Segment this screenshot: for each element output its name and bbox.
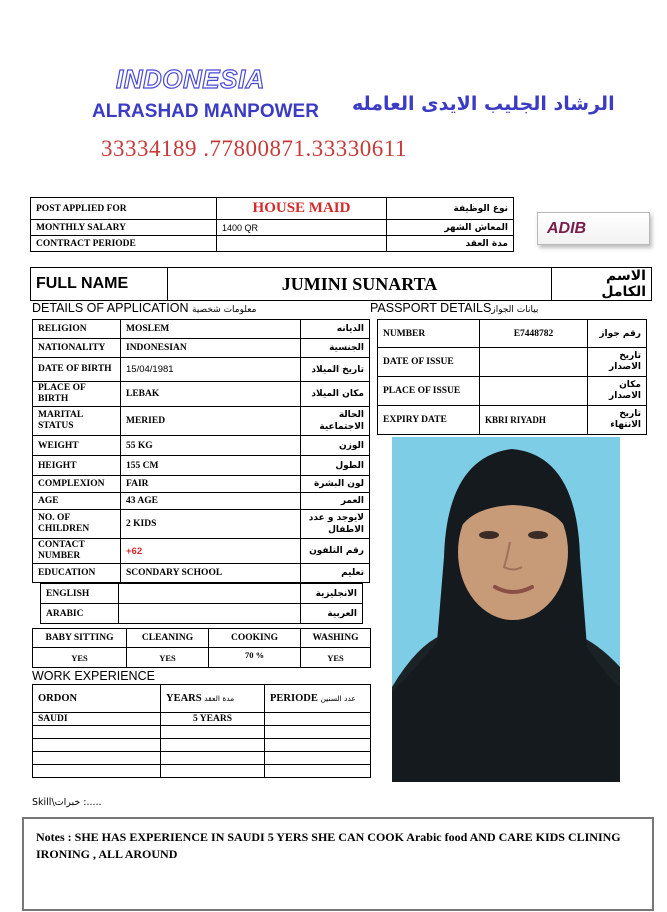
- work-col-country: ORDON: [33, 685, 161, 713]
- job-table: [30, 197, 514, 252]
- passport-label: PLACE OF ISSUE: [378, 377, 480, 406]
- details-heading: [32, 301, 256, 315]
- skill-header: BABY SITTING: [33, 629, 127, 648]
- passport-label-ar: تاريخ الانتهاء: [588, 406, 647, 435]
- post-label: POST APPLIED FOR: [31, 198, 217, 220]
- language-level: [119, 584, 301, 604]
- work-experience-heading: WORK EXPERIENCE: [32, 669, 155, 683]
- detail-value: +62: [121, 539, 301, 564]
- passport-label: DATE OF ISSUE: [378, 348, 480, 377]
- phone-numbers: 33334189 .77800871.33330611: [101, 136, 407, 161]
- passport-label: NUMBER: [378, 320, 480, 348]
- details-table: [32, 319, 370, 583]
- detail-label-ar: العمر: [301, 493, 370, 510]
- passport-label-ar: تاريخ الاصدار: [588, 348, 647, 377]
- language-label-ar: العربية: [301, 604, 363, 624]
- full-name-label: FULL NAME: [31, 268, 168, 301]
- language-level: [119, 604, 301, 624]
- company-name-arabic: الرشاد الجليب الايدى العامله: [352, 93, 615, 115]
- post-label-ar: نوع الوظيفة: [387, 198, 514, 220]
- contract-label-ar: مدة العقد: [387, 236, 514, 252]
- work-period: [265, 713, 371, 726]
- detail-label: HEIGHT: [33, 456, 121, 476]
- work-col-years-ar: مدة العقد: [204, 694, 235, 703]
- detail-value: 155 CM: [121, 456, 301, 476]
- language-label: ENGLISH: [41, 584, 119, 604]
- salary-label-ar: المعاش الشهر: [387, 220, 514, 236]
- post-value: HOUSE MAID: [217, 198, 387, 220]
- work-period: [265, 765, 371, 778]
- skill-header: CLEANING: [127, 629, 209, 648]
- detail-label-ar: لون البشرة: [301, 476, 370, 493]
- language-label: ARABIC: [41, 604, 119, 624]
- detail-label: COMPLEXION: [33, 476, 121, 493]
- detail-label-ar: تعليم: [301, 564, 370, 583]
- work-country: [33, 726, 161, 739]
- skill-header: WASHING: [301, 629, 371, 648]
- passport-table: [377, 319, 647, 435]
- work-years: [161, 752, 265, 765]
- full-name-label-ar: الاسم الكامل: [552, 268, 652, 301]
- detail-value: 43 AGE: [121, 493, 301, 510]
- agent-badge-label: ADIB: [547, 220, 587, 237]
- languages-table: [40, 583, 363, 624]
- detail-label-ar: الحالة الاجتماعية: [301, 407, 370, 436]
- full-name-value: JUMINI SUNARTA: [168, 268, 552, 301]
- company-name: ALRASHAD MANPOWER: [92, 101, 319, 122]
- detail-value: LEBAK: [121, 382, 301, 407]
- detail-label: WEIGHT: [33, 436, 121, 456]
- detail-value: 15/04/1981: [121, 358, 301, 382]
- work-period: [265, 752, 371, 765]
- detail-value: MOSLEM: [121, 320, 301, 339]
- work-period: [265, 739, 371, 752]
- detail-value: 55 KG: [121, 436, 301, 456]
- passport-value: [480, 377, 588, 406]
- detail-label: PLACE OF BIRTH: [33, 382, 121, 407]
- work-country: [33, 739, 161, 752]
- salary-label: MONTHLY SALARY: [31, 220, 217, 236]
- skill-header: COOKING: [209, 629, 301, 648]
- detail-label-ar: تاريخ الميلاد: [301, 358, 370, 382]
- detail-label: EDUCATION: [33, 564, 121, 583]
- skills-table: [32, 628, 371, 668]
- detail-label-ar: الجنسية: [301, 339, 370, 358]
- detail-value: SCONDARY SCHOOL: [121, 564, 301, 583]
- passport-heading: [370, 301, 538, 315]
- agent-badge: [537, 212, 650, 245]
- skill-line: Skill\خبرات :.....: [32, 797, 102, 808]
- full-name-table: [30, 267, 652, 301]
- applicant-photo: [392, 437, 620, 782]
- work-country: SAUDI: [33, 713, 161, 726]
- language-label-ar: الانجليزية: [301, 584, 363, 604]
- detail-label: AGE: [33, 493, 121, 510]
- detail-label: DATE OF BIRTH: [33, 358, 121, 382]
- work-country: [33, 765, 161, 778]
- work-col-period-label: PERIODE: [270, 692, 318, 704]
- country-title: INDONESIA: [116, 64, 265, 94]
- detail-value: FAIR: [121, 476, 301, 493]
- salary-value: 1400 QR: [217, 220, 387, 236]
- applicant-photo-illustration: [392, 437, 620, 782]
- detail-label-ar: رقم التلفون: [301, 539, 370, 564]
- work-period: [265, 726, 371, 739]
- details-heading-text: DETAILS OF APPLICATION: [32, 301, 189, 315]
- work-col-years: [161, 685, 265, 713]
- passport-value: KBRI RIYADH: [480, 406, 588, 435]
- passport-value: E7448782: [480, 320, 588, 348]
- skill-value: 70 %: [209, 648, 301, 668]
- skill-value: YES: [301, 648, 371, 668]
- passport-heading-text: PASSPORT DETAILS: [370, 301, 492, 315]
- detail-value: 2 KIDS: [121, 510, 301, 539]
- work-experience-table: [32, 684, 371, 778]
- detail-label: NATIONALITY: [33, 339, 121, 358]
- detail-label-ar: الطول: [301, 456, 370, 476]
- detail-label-ar: الديانه: [301, 320, 370, 339]
- work-years: [161, 739, 265, 752]
- work-col-period-ar: عدد السنين: [320, 693, 356, 703]
- detail-label: CONTACT NUMBER: [33, 539, 121, 564]
- passport-label: EXPIRY DATE: [378, 406, 480, 435]
- detail-label-ar: الوزن: [301, 436, 370, 456]
- passport-heading-ar: بيانات الجواز: [491, 305, 539, 315]
- detail-value: MERIED: [121, 407, 301, 436]
- detail-value: INDONESIAN: [121, 339, 301, 358]
- detail-label: NO. OF CHILDREN: [33, 510, 121, 539]
- passport-label-ar: رقم جواز: [588, 320, 647, 348]
- detail-label: RELIGION: [33, 320, 121, 339]
- notes-text: SHE HAS EXPERIENCE IN SAUDI 5 YERS SHE CAN COOK Arabic food AND CARE KIDS CLINING IRONING , ALL AROUND: [36, 830, 621, 861]
- work-years: [161, 765, 265, 778]
- notes-box: [22, 817, 654, 911]
- details-heading-ar: معلومات شخصية: [192, 305, 257, 315]
- detail-label: MARITAL STATUS: [33, 407, 121, 436]
- contract-label: CONTRACT PERIODE: [31, 236, 217, 252]
- notes-label: Notes :: [36, 830, 72, 844]
- passport-label-ar: مكان الاصدار: [588, 377, 647, 406]
- work-years: [161, 726, 265, 739]
- skill-value: YES: [33, 648, 127, 668]
- work-col-period: [265, 685, 371, 713]
- skill-value: YES: [127, 648, 209, 668]
- passport-value: [480, 348, 588, 377]
- contract-value: [217, 236, 387, 252]
- detail-label-ar: مكان الميلاد: [301, 382, 370, 407]
- detail-label-ar: لايوجد و عدد الاطفال: [301, 510, 370, 539]
- work-years: 5 YEARS: [161, 713, 265, 726]
- work-country: [33, 752, 161, 765]
- work-col-years-label: YEARS: [166, 693, 202, 704]
